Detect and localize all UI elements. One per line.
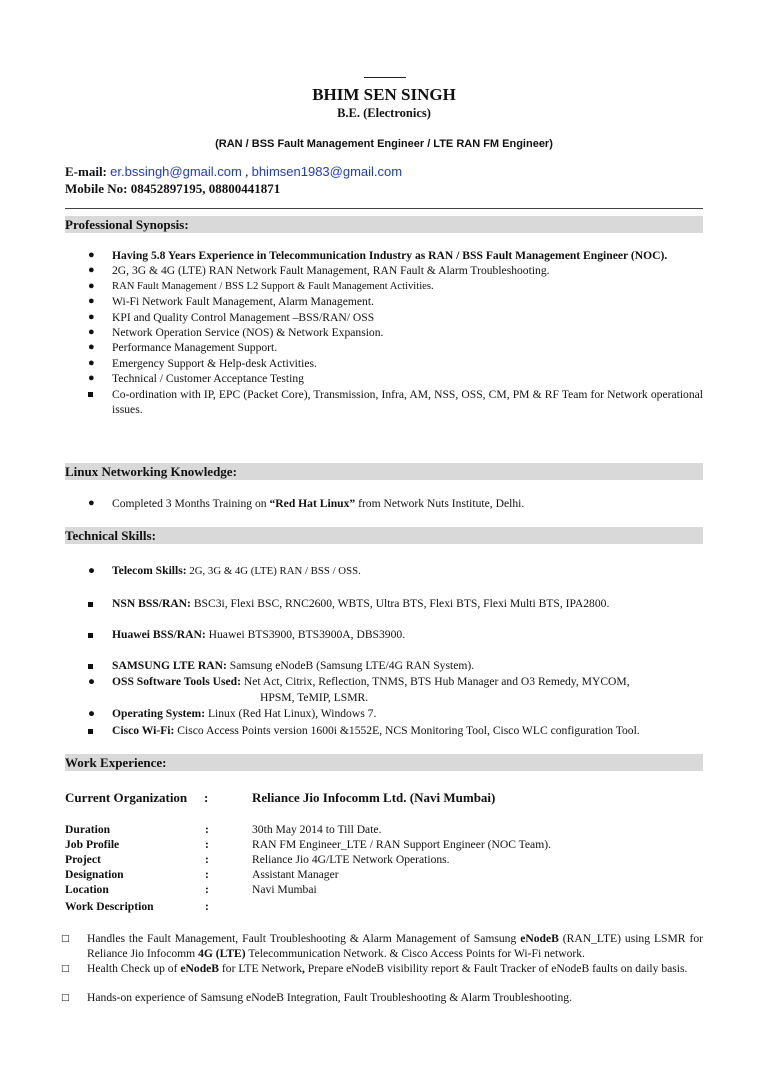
- field-colon: :: [205, 883, 209, 896]
- bullet-square-icon: [88, 627, 93, 643]
- bullet-dot-icon: ●: [88, 372, 95, 385]
- list-item: ● Completed 3 Months Training on “Red Hat Linux” from Network Nuts Institute, Delhi.: [88, 497, 525, 510]
- list-item: ● RAN Fault Management / BSS L2 Support & Fault Management Activities.: [65, 279, 703, 294]
- email-link-secondary[interactable]: bhimsen1983@gmail.com: [251, 164, 403, 179]
- bullet-dot-icon: ●: [88, 310, 95, 323]
- list-item: ● Network Operation Service (NOS) & Network Expansion.: [88, 326, 384, 340]
- field-colon: :: [205, 868, 209, 881]
- email-link-primary[interactable]: er.bssingh@gmail.com: [110, 164, 242, 179]
- section-work-experience: Work Experience:: [65, 754, 703, 771]
- bullet-square-icon: [88, 723, 93, 739]
- list-item: Co-ordination with IP, EPC (Packet Core), Transmission, Infra, AM, NSS, OSS, CM, PM & RF Team for Network operational issues.: [65, 387, 703, 418]
- current-organization-value: Reliance Jio Infocomm Ltd. (Navi Mumbai): [252, 790, 496, 805]
- current-organization-label: Current Organization: [65, 790, 188, 805]
- bullet-box-icon: □: [61, 934, 70, 944]
- bullet-dot-icon: ●: [88, 564, 96, 577]
- field-value-project: Reliance Jio 4G/LTE Network Operations.: [252, 853, 450, 866]
- bullet-box-icon: □: [61, 964, 70, 974]
- skill-huawei: Huawei BSS/RAN: Huawei BTS3900, BTS3900A, DBS3900.: [65, 627, 703, 643]
- field-label-location: Location: [65, 883, 109, 896]
- mobile-number: 08452897195, 08800441871: [130, 181, 281, 196]
- bullet-dot-icon: ●: [88, 295, 95, 308]
- bullet-square-icon: [88, 387, 93, 402]
- field-value-location: Navi Mumbai: [252, 883, 317, 896]
- field-value-duration: 30th May 2014 to Till Date.: [252, 823, 382, 836]
- field-value-designation: Assistant Manager: [252, 868, 339, 881]
- skill-samsung: SAMSUNG LTE RAN: Samsung eNodeB (Samsung LTE/4G RAN System).: [65, 658, 703, 674]
- field-colon: :: [205, 900, 209, 913]
- mobile-label: Mobile No:: [65, 181, 128, 196]
- list-item: □ Health Check up of eNodeB for LTE Network, Prepare eNodeB visibility report & Fault Tracker of eNodeB faults on daily basis.: [61, 962, 688, 975]
- list-item: ● Wi-Fi Network Fault Management, Alarm Management.: [88, 295, 374, 309]
- skill-operating-system: ● Operating System: Linux (Red Hat Linux), Windows 7.: [88, 707, 377, 720]
- list-item: ● Having 5.8 Years Experience in Telecommunication Industry as RAN / BSS Fault Management Engineer (NOC).: [88, 249, 668, 262]
- field-label-project: Project: [65, 853, 101, 866]
- bullet-dot-icon: ●: [88, 497, 95, 509]
- bullet-box-icon: □: [61, 993, 70, 1003]
- candidate-name: BHIM SEN SINGH: [312, 85, 456, 104]
- field-colon: :: [205, 838, 209, 851]
- contact-divider: [65, 208, 703, 209]
- list-item: ● 2G, 3G & 4G (LTE) RAN Network Fault Management, RAN Fault & Alarm Troubleshooting.: [88, 264, 550, 278]
- skill-nsn: NSN BSS/RAN: BSC3i, Flexi BSC, RNC2600, WBTS, Ultra BTS, Flexi BTS, Flexi Multi BTS, IPA2800.: [65, 596, 703, 612]
- bullet-dot-icon: ●: [88, 675, 96, 688]
- bullet-dot-icon: ●: [88, 707, 96, 720]
- section-linux-knowledge: Linux Networking Knowledge:: [65, 463, 703, 480]
- skill-telecom: ● Telecom Skills: 2G, 3G & 4G (LTE) RAN / BSS / OSS.: [88, 564, 361, 577]
- bullet-dot-icon: ●: [88, 264, 95, 277]
- candidate-degree: B.E. (Electronics): [337, 106, 431, 120]
- header-top-rule: [364, 77, 406, 78]
- linux-list: [65, 496, 703, 511]
- mobile-line: [65, 181, 280, 197]
- list-item: □ Hands-on experience of Samsung eNodeB Integration, Fault Troubleshooting & Alarm Troubleshooting.: [61, 991, 572, 1004]
- email-label: E-mail:: [65, 164, 107, 179]
- email-line: [65, 164, 402, 180]
- field-colon: :: [205, 853, 209, 866]
- list-item: ● Performance Management Support.: [88, 341, 278, 355]
- list-item: □ Handles the Fault Management, Fault Troubleshooting & Alarm Management of Samsung eNodeB (RAN_LTE) using LSMR for Reliance Jio Infocomm 4G (LTE) Telecommunication Network. & Cisco Access Points for Wi-Fi network.: [61, 932, 703, 960]
- bullet-dot-icon: ●: [88, 326, 95, 339]
- field-label-designation: Designation: [65, 868, 124, 881]
- bullet-dot-icon: ●: [88, 356, 95, 369]
- field-value-job-profile: RAN FM Engineer_LTE / RAN Support Engineer (NOC Team).: [252, 838, 551, 851]
- skill-oss-tools: ● OSS Software Tools Used: Net Act, Citrix, Reflection, TNMS, BTS Hub Manager and O3 Remedy, MYCOM, HPSM, TeMIP, LSMR.: [88, 675, 630, 704]
- bullet-dot-icon: ●: [88, 279, 95, 292]
- bullet-dot-icon: ●: [88, 341, 95, 354]
- list-item: ● Emergency Support & Help-desk Activities.: [88, 356, 317, 370]
- field-label-job-profile: Job Profile: [65, 838, 120, 851]
- list-item: ● KPI and Quality Control Management –BSS/RAN/ OSS: [88, 310, 375, 324]
- bullet-square-icon: [88, 658, 93, 674]
- list-item: ● Technical / Customer Acceptance Testing: [88, 372, 304, 386]
- bullet-dot-icon: ●: [88, 249, 95, 261]
- candidate-role: (RAN / BSS Fault Management Engineer / LTE RAN FM Engineer): [215, 138, 553, 150]
- section-technical-skills: Technical Skills:: [65, 527, 703, 544]
- skill-cisco-wifi: Cisco Wi-Fi: Cisco Access Points version 1600i &1552E, NCS Monitoring Tool, Cisco WLC configuration Tool.: [65, 723, 703, 739]
- field-colon: :: [205, 823, 209, 836]
- email-separator: ,: [245, 164, 249, 179]
- synopsis-list: [65, 248, 703, 417]
- field-label-duration: Duration: [65, 823, 111, 836]
- section-professional-synopsis: Professional Synopsis:: [65, 216, 703, 233]
- current-organization-colon: :: [204, 790, 209, 805]
- bullet-square-icon: [88, 596, 93, 612]
- field-label-work-description: Work Description: [65, 900, 154, 913]
